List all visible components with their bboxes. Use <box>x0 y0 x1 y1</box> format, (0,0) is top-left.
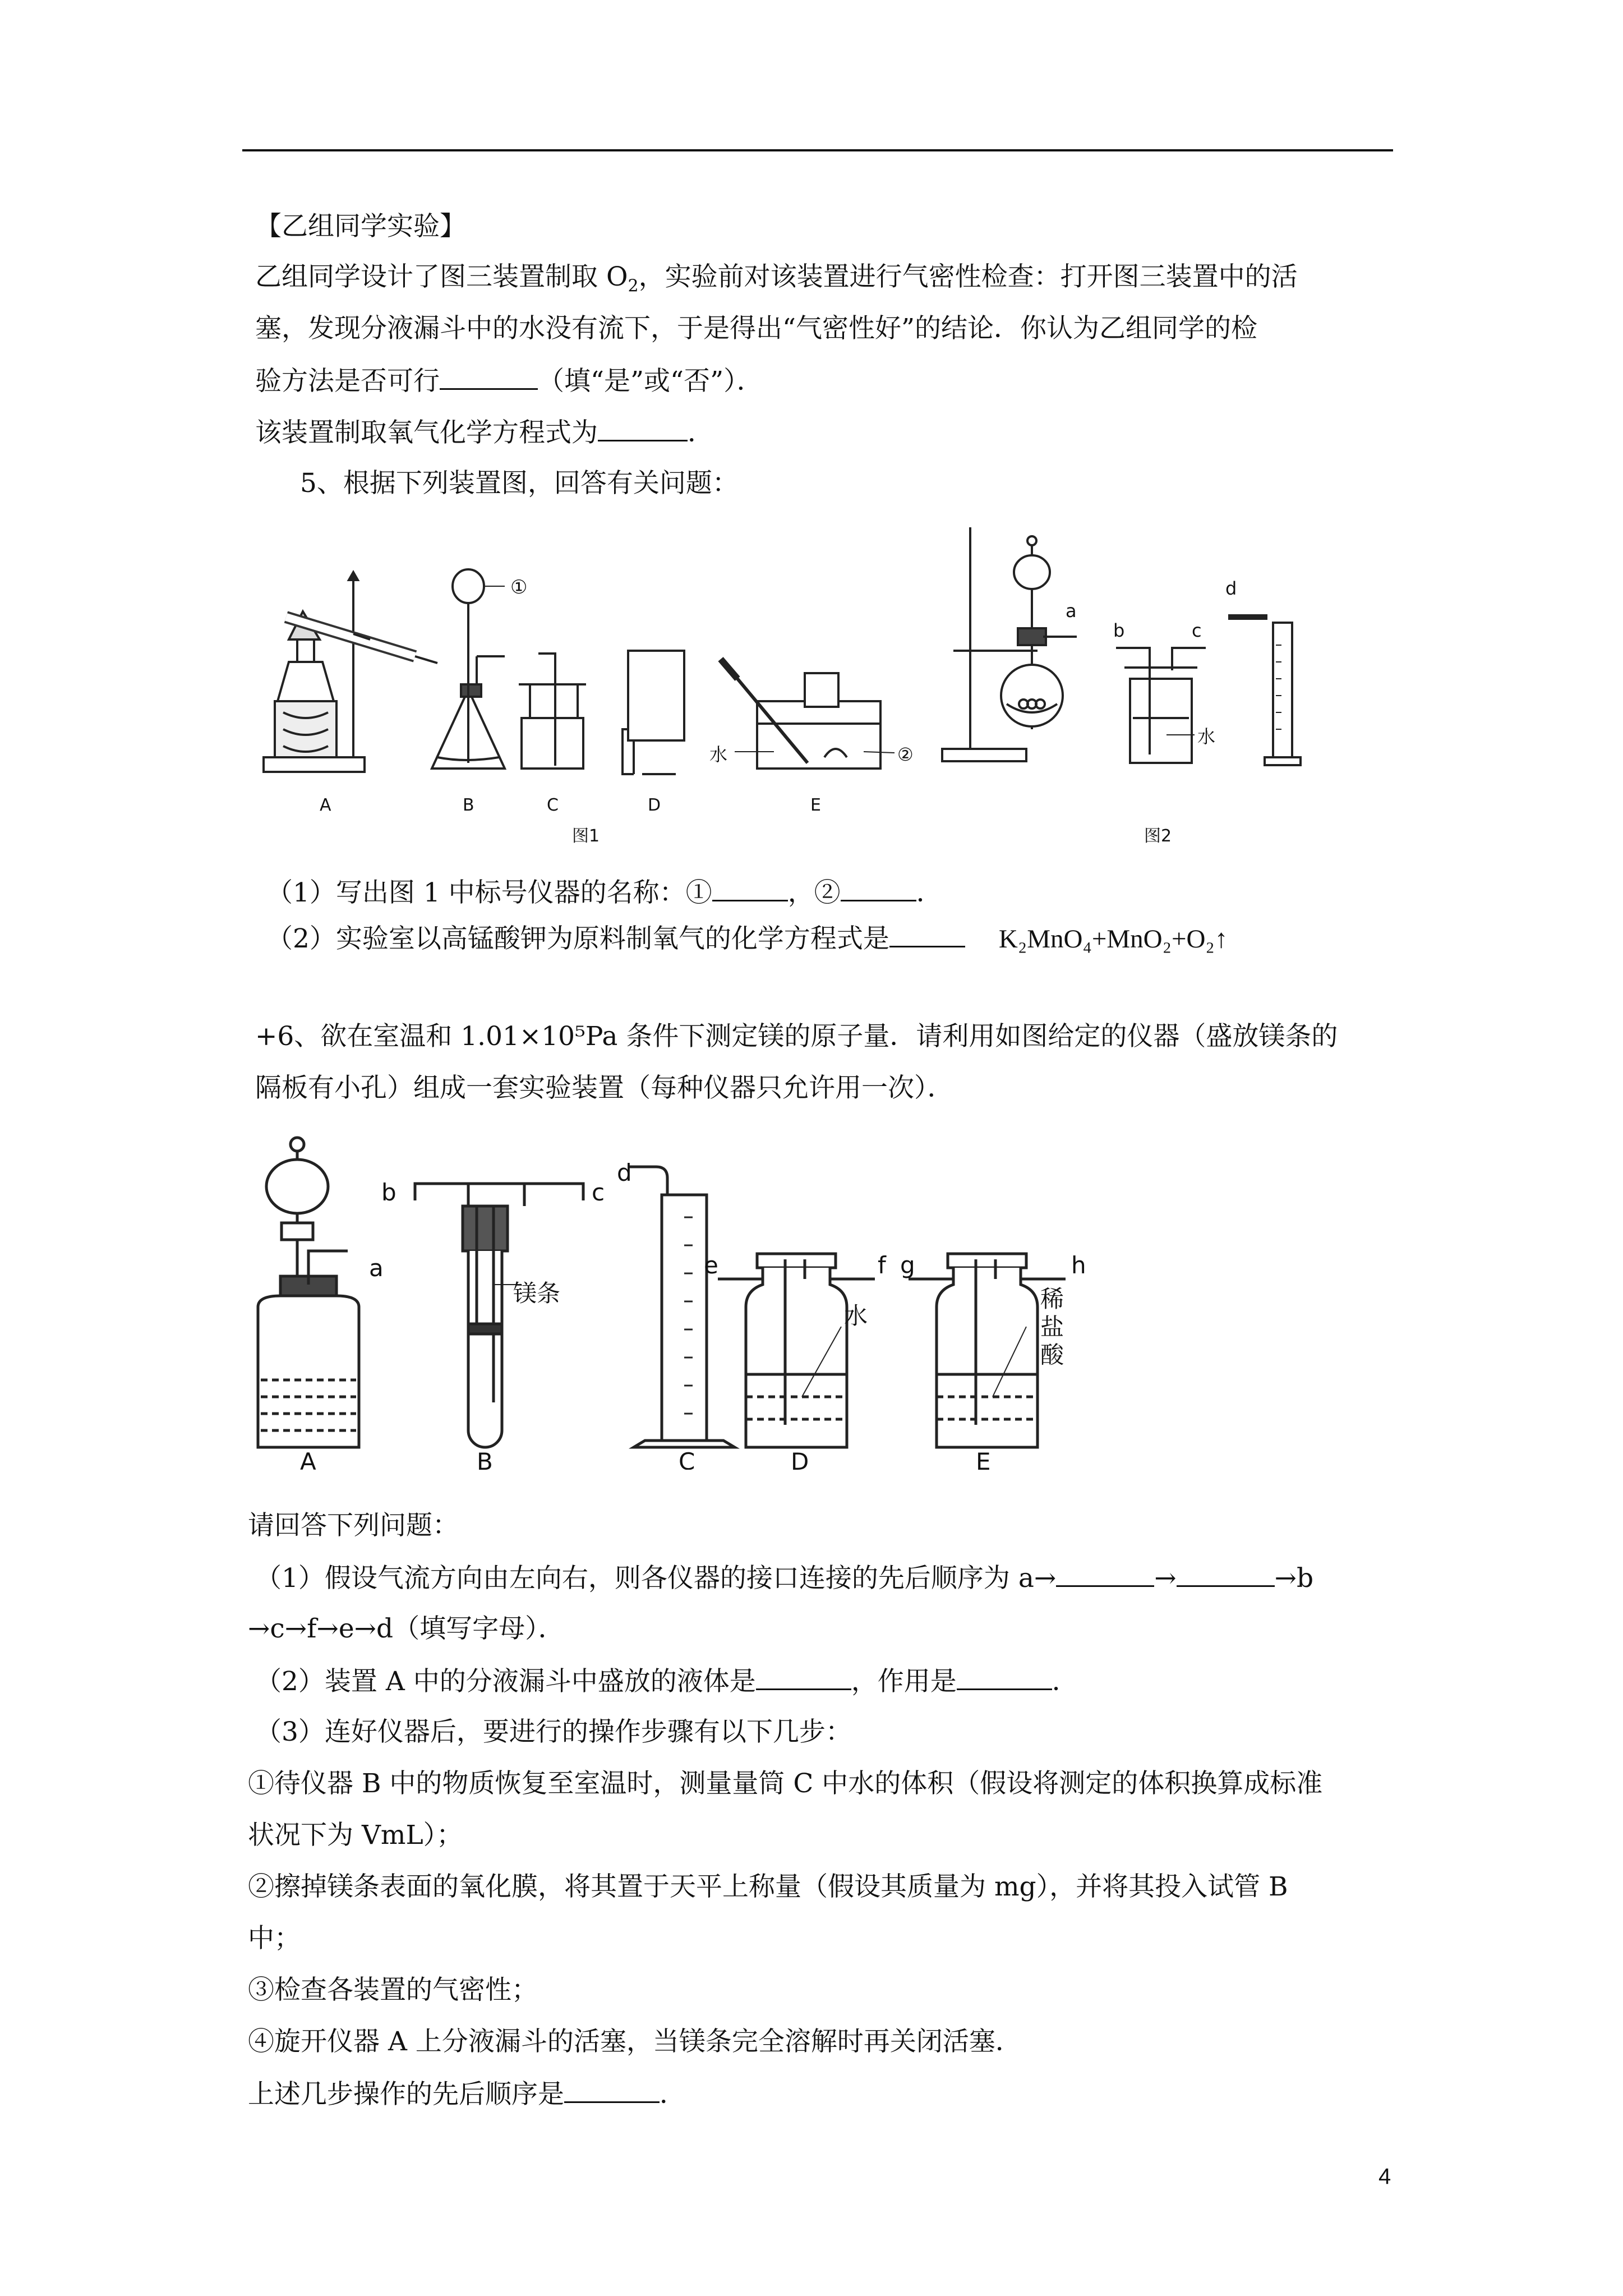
q6-s1: （1）假设气流方向由左向右，则各仪器的接口连接的先后顺序为 a→ → →b <box>255 1561 1313 1595</box>
paragraph-line: 该装置制取氧气化学方程式为 ． <box>255 415 714 450</box>
label-d: D <box>791 1448 809 1470</box>
answer-blank[interactable] <box>598 415 688 441</box>
port-a: a <box>1066 600 1077 622</box>
port-d: d <box>617 1159 632 1186</box>
answer-blank[interactable] <box>1177 1561 1275 1587</box>
answer-blank[interactable] <box>841 875 916 901</box>
apparatus-d <box>718 1254 875 1447</box>
figure-2-caption: 图2 <box>1144 826 1172 846</box>
answer-blank[interactable] <box>756 1664 851 1690</box>
q6-step1-cont: 状况下为 VmL）； <box>248 1820 463 1851</box>
q6-step1: ①待仪器 B 中的物质恢复至室温时，测量量筒 C 中水的体积（假设将测定的体积换算成标准 <box>248 1768 1323 1799</box>
apparatus-a <box>264 572 437 772</box>
acid-label: 盐 <box>1040 1313 1064 1341</box>
section-heading: 【乙组同学实验】 <box>255 211 466 242</box>
q5-sub1: （1）写出图 1 中标号仪器的名称：① ，② ． <box>266 875 943 910</box>
apparatus-a <box>258 1138 359 1447</box>
figure-2-bottle <box>1113 578 1301 765</box>
port-e: e <box>704 1251 718 1279</box>
mg-strip-label: 镁条 <box>513 1280 561 1307</box>
figure-1-labels <box>320 795 1172 846</box>
figure-q6 <box>247 1133 1155 1470</box>
apparatus-e <box>709 659 914 769</box>
port-a: a <box>369 1254 384 1282</box>
acid-label: 酸 <box>1040 1341 1064 1369</box>
q6-stem-line1: +6、欲在室温和 1.01×10⁵Pa 条件下测定镁的原子量．请利用如图给定的仪器（盛放镁条的 <box>255 1021 1338 1052</box>
figure-1-2 <box>241 510 1340 858</box>
marker-1: ① <box>510 576 528 599</box>
paragraph-line: 验方法是否可行 （填“是”或“否”）． <box>255 364 763 398</box>
paragraph-line: 塞，发现分液漏斗中的水没有流下，于是得出“气密性好”的结论．你认为乙组同学的检 <box>255 313 1258 344</box>
header-rule <box>242 149 1393 151</box>
answer-blank[interactable] <box>712 875 788 901</box>
port-b: b <box>381 1179 396 1206</box>
q6-step2-cont: 中； <box>248 1923 301 1954</box>
port-c: c <box>1192 620 1202 641</box>
q6-step2: ②擦掉镁条表面的氧化膜，将其置于天平上称量（假设其质量为 mg），并将其投入试管 B <box>248 1871 1288 1902</box>
figure-2-flask <box>942 527 1077 761</box>
port-g: g <box>900 1251 915 1279</box>
q6-step4: ④旋开仪器 A 上分液漏斗的活塞，当镁条完全溶解时再关闭活塞． <box>248 2026 1022 2057</box>
label-b: B <box>477 1448 493 1470</box>
acid-label: 稀 <box>1040 1285 1064 1313</box>
water-label: 水 <box>844 1302 868 1329</box>
answer-blank[interactable] <box>1056 1561 1154 1587</box>
apparatus-b <box>415 1184 583 1447</box>
apparatus-c <box>628 1167 735 1447</box>
label-c: C <box>547 795 559 815</box>
q5-sub2: （2）实验室以高锰酸钾为原料制氧气的化学方程式是 K₂MnO₄+MnO₂+O₂↑ <box>266 921 1228 956</box>
label-e: E <box>976 1448 991 1470</box>
label-a: A <box>320 795 331 815</box>
answer-blank[interactable] <box>957 1664 1052 1690</box>
port-h: h <box>1071 1251 1086 1279</box>
q6-s2: （2）装置 A 中的分液漏斗中盛放的液体是 ，作用是 ． <box>255 1664 1078 1699</box>
port-f: f <box>878 1251 886 1279</box>
q6-final: 上述几步操作的先后顺序是 ． <box>248 2077 686 2111</box>
label-c: C <box>679 1448 695 1470</box>
water-label: 水 <box>709 744 728 765</box>
paragraph-line: 乙组同学设计了图三装置制取 $O_2$，实验前对该装置进行气密性检查：打开图三装置中的活 <box>255 261 1298 296</box>
apparatus-c <box>519 654 586 769</box>
answer-blank[interactable] <box>889 921 965 947</box>
label-a: A <box>300 1448 316 1470</box>
q6-stem-line2: 隔板有小孔）组成一套实验装置（每种仪器只允许用一次）． <box>255 1073 954 1103</box>
port-b: b <box>1113 620 1125 641</box>
q6-s3: （3）连好仪器后，要进行的操作步骤有以下几步： <box>255 1717 852 1747</box>
page-number: 4 <box>1378 2164 1391 2189</box>
apparatus-d <box>623 651 684 774</box>
answer-blank[interactable] <box>440 364 538 390</box>
port-d: d <box>1225 578 1237 599</box>
label-e: E <box>810 795 821 815</box>
q6-prompt: 请回答下列问题： <box>248 1510 459 1541</box>
q6-step3: ③检查各装置的气密性； <box>248 1975 538 2005</box>
q6-s1-line2: →c→f→e→d（填写字母）． <box>248 1613 565 1644</box>
figure-1-caption: 图1 <box>572 826 600 846</box>
port-c: c <box>592 1179 605 1206</box>
label-d: D <box>648 795 661 815</box>
marker-2: ② <box>897 744 914 765</box>
apparatus-b <box>432 569 527 769</box>
label-b: B <box>463 795 474 815</box>
question-5-stem: 5、根据下列装置图，回答有关问题： <box>300 468 739 499</box>
answer-blank[interactable] <box>564 2077 660 2103</box>
water-label: 水 <box>1197 726 1216 747</box>
